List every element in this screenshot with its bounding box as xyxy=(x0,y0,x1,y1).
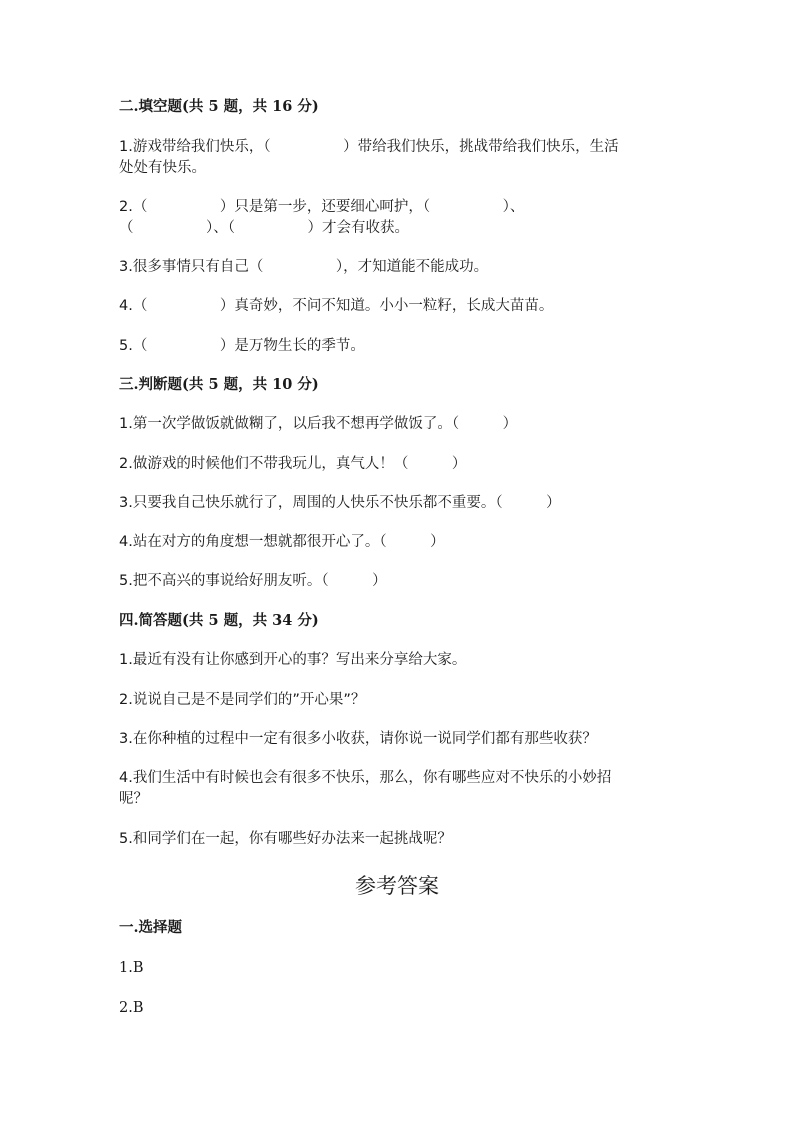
section-heading-fill-blank: 二.填空题(共 5 题，共 16 分) xyxy=(119,98,319,115)
question-fill-1-line1: 1.游戏带给我们快乐，（ ）带给我们快乐，挑战带给我们快乐，生活 xyxy=(119,139,619,155)
question-fill-5: 5.（ ）是万物生长的季节。 xyxy=(119,338,365,354)
question-judge-5: 5.把不高兴的事说给好朋友听。（ ） xyxy=(119,573,387,589)
question-fill-2-line2: （ ）、（ ）才会有收获。 xyxy=(119,220,409,236)
question-short-4-line2: 呢？ xyxy=(119,791,148,807)
answer-key-title: 参考答案 xyxy=(355,874,439,898)
question-judge-2: 2.做游戏的时候他们不带我玩儿，真气人！（ ） xyxy=(119,456,467,472)
question-judge-4: 4.站在对方的角度想一想就都很开心了。（ ） xyxy=(119,534,445,550)
question-judge-3: 3.只要我自己快乐就行了，周围的人快乐不快乐都不重要。（ ） xyxy=(119,495,561,511)
question-short-4-line1: 4.我们生活中有时候也会有很多不快乐，那么，你有哪些应对不快乐的小妙招 xyxy=(119,770,612,786)
question-short-3: 3.在你种植的过程中一定有很多小收获，请你说一说同学们都有那些收获？ xyxy=(119,731,597,747)
question-fill-2-line1: 2.（ ）只是第一步，还要细心呵护，（ ）、 xyxy=(119,199,525,215)
answer-section-heading-choice: 一.选择题 xyxy=(119,919,183,936)
answer-1: 1.B xyxy=(119,960,144,976)
answer-2: 2.B xyxy=(119,1000,144,1016)
question-fill-1-line2: 处处有快乐。 xyxy=(119,160,206,176)
question-short-2: 2.说说自己是不是同学们的”开心果”？ xyxy=(119,692,366,708)
question-short-1: 1.最近有没有让你感到开心的事？写出来分享给大家。 xyxy=(119,652,467,668)
question-fill-3: 3.很多事情只有自己（ ），才知道能不能成功。 xyxy=(119,259,489,275)
question-fill-4: 4.（ ）真奇妙，不问不知道。小小一粒籽，长成大苗苗。 xyxy=(119,298,554,314)
question-short-5: 5.和同学们在一起，你有哪些好办法来一起挑战呢？ xyxy=(119,831,452,847)
question-judge-1: 1.第一次学做饭就做糊了，以后我不想再学做饭了。（ ） xyxy=(119,416,518,432)
section-heading-short-answer: 四.简答题(共 5 题，共 34 分) xyxy=(119,612,319,629)
section-heading-true-false: 三.判断题(共 5 题，共 10 分) xyxy=(119,376,319,393)
